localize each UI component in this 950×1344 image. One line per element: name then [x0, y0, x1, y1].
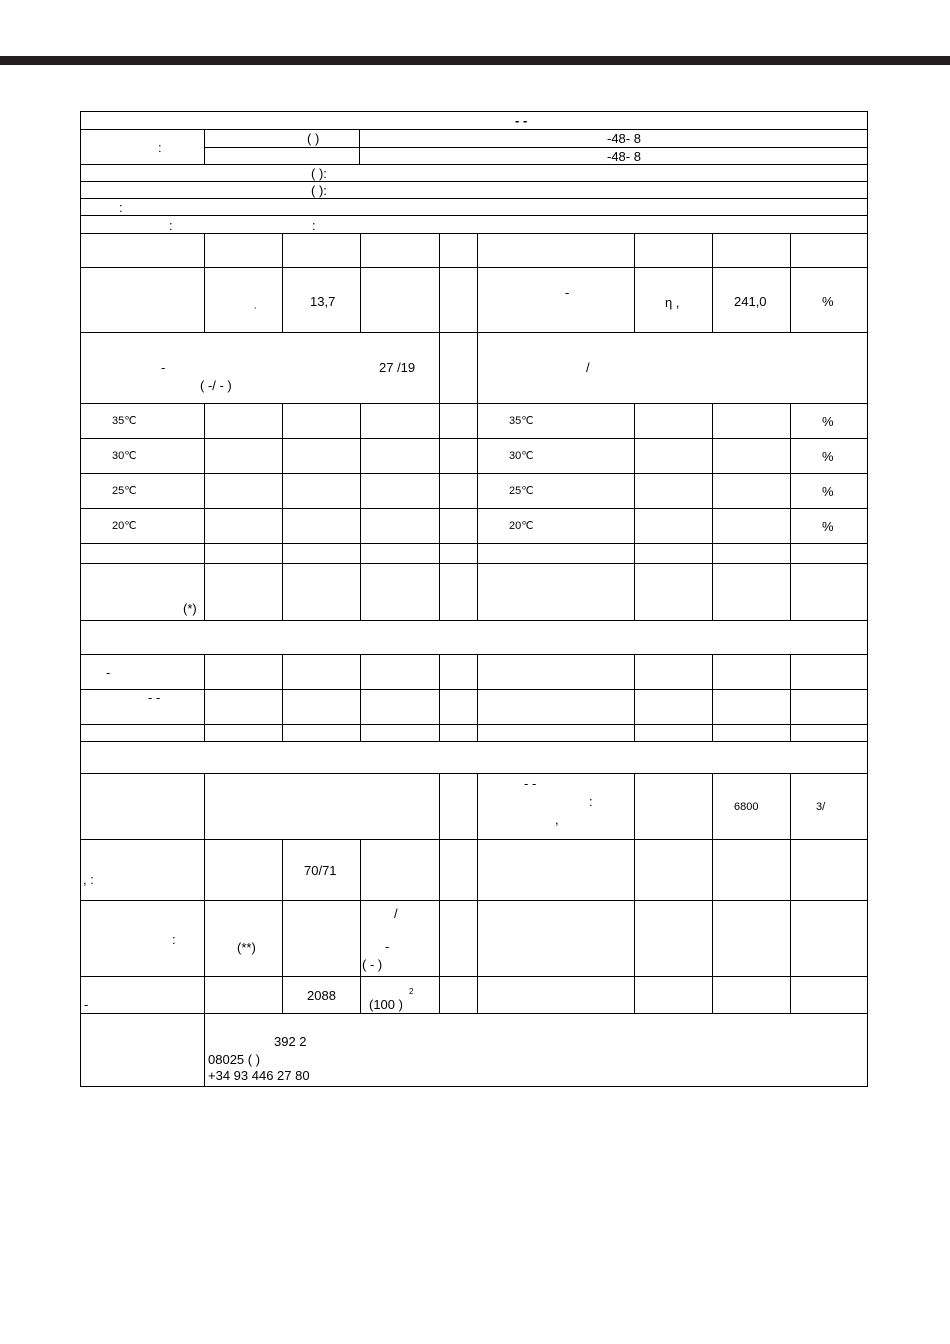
temp-row-4-c3 [282, 508, 361, 544]
sound-row-c4 [360, 839, 440, 901]
conditions-gap-cell [439, 332, 478, 404]
gwp-row-c2 [204, 976, 283, 1014]
star-row-c2 [204, 563, 283, 621]
refrigerant-row-c8 [712, 900, 791, 977]
dash-row-2-dashes: - - [148, 690, 161, 705]
row-4 [80, 181, 868, 199]
airflow-unit-cell [790, 773, 868, 840]
contact-address-line-2: 08025 ( ) [208, 1052, 261, 1067]
section-row-1 [80, 620, 868, 655]
thin-row-2-c1 [80, 724, 205, 742]
temp-row-2-c7 [634, 438, 713, 474]
contact-label-cell [80, 1013, 205, 1087]
thin-row-2-c2 [204, 724, 283, 742]
dash-row-2-c4 [360, 689, 440, 725]
row-4-text: ( ): [311, 183, 327, 198]
temp-row-1-c7 [634, 403, 713, 439]
model-indoor-label-cell [204, 129, 360, 148]
dash-row-2-c8 [712, 689, 791, 725]
temp-row-2-c5 [439, 438, 478, 474]
refrigerant-dash: - [385, 939, 390, 954]
row-5-colon: : [119, 200, 123, 215]
contact-address-line-1: 392 2 [274, 1034, 307, 1049]
airflow-row-c5 [439, 773, 478, 840]
dash-row-2-c1 [80, 689, 205, 725]
temp-row-2-c4 [360, 438, 440, 474]
thin-row-2-c7 [634, 724, 713, 742]
thin-row-1-c3 [282, 543, 361, 564]
gwp-unit: (100 ) [369, 997, 403, 1012]
temp-row-3-c8 [712, 473, 791, 509]
refrigerant-slash: / [394, 906, 398, 921]
airflow-label-cell [477, 773, 635, 840]
temp-row-1-right: 35℃ [509, 415, 534, 427]
temp-row-4-c2 [204, 508, 283, 544]
sound-row-c6 [477, 839, 635, 901]
product-information-table [81, 112, 869, 1088]
header-col-5 [439, 233, 478, 268]
temp-row-1-c4 [360, 403, 440, 439]
efficiency-symbol: η , [665, 295, 680, 310]
sound-row-c1 [80, 839, 205, 901]
star-row-c8 [712, 563, 791, 621]
dash-row-1-c7 [634, 654, 713, 690]
temp-row-1-c2 [204, 403, 283, 439]
temp-row-1-c8 [712, 403, 791, 439]
refrigerant-row-c2 [204, 900, 283, 977]
gwp-row-c9 [790, 976, 868, 1014]
temp-row-4-unit: % [822, 519, 834, 534]
sound-row-c9 [790, 839, 868, 901]
temp-row-2-c1 [80, 438, 205, 474]
dash-row-1-c6 [477, 654, 635, 690]
refrigerant-row-c9 [790, 900, 868, 977]
model-label-cell [80, 129, 205, 165]
conditions-dash: - [161, 360, 166, 375]
gwp-dash: - [84, 997, 89, 1012]
temp-row-1-left: 35℃ [112, 415, 137, 427]
temp-row-3-c6 [477, 473, 635, 509]
efficiency-unit: % [822, 294, 834, 309]
cooling-unit-cell [360, 267, 440, 333]
dash-row-1-c9 [790, 654, 868, 690]
star-row-c7 [634, 563, 713, 621]
refrigerant-paren: ( - ) [362, 957, 383, 972]
temp-row-2-c3 [282, 438, 361, 474]
header-col-8 [712, 233, 791, 268]
gwp-row-c1 [80, 976, 205, 1014]
dash-row-2-c6 [477, 689, 635, 725]
temp-row-4-c8 [712, 508, 791, 544]
header-col-7 [634, 233, 713, 268]
temp-row-1-c5 [439, 403, 478, 439]
airflow-row-c1 [80, 773, 205, 840]
row-5 [80, 198, 868, 216]
thin-row-2-c4 [360, 724, 440, 742]
row-6-colon-b: : [312, 218, 316, 233]
model-outdoor-value: -48- 8 [607, 149, 641, 164]
airflow-dashes: - - [524, 776, 537, 791]
airflow-colon: : [589, 794, 593, 809]
star-row-c3 [282, 563, 361, 621]
thin-row-2-c9 [790, 724, 868, 742]
temp-row-3-left: 25℃ [112, 485, 137, 497]
temp-row-2-c8 [712, 438, 791, 474]
cooling-value: 13,7 [310, 294, 336, 309]
gwp-row-c7 [634, 976, 713, 1014]
airflow-row-c2 [204, 773, 440, 840]
conditions-right-slash: / [586, 360, 590, 375]
temp-row-4-c1 [80, 508, 205, 544]
refrigerant-row-c3 [282, 900, 361, 977]
thin-row-2-c6 [477, 724, 635, 742]
dash-row-1-dash: - [106, 665, 111, 680]
temp-row-1-c6 [477, 403, 635, 439]
dash-row-2-c5 [439, 689, 478, 725]
thin-row-1-c5 [439, 543, 478, 564]
airflow-row-c7 [634, 773, 713, 840]
thin-row-1-c4 [360, 543, 440, 564]
header-col-9 [790, 233, 868, 268]
thin-row-1-c8 [712, 543, 791, 564]
model-indoor-value: -48- 8 [607, 131, 641, 146]
temp-row-3-c1 [80, 473, 205, 509]
temp-row-1-c3 [282, 403, 361, 439]
thin-row-1-c2 [204, 543, 283, 564]
row-3-text: ( ): [311, 166, 327, 181]
airflow-unit: 3/ [816, 801, 826, 813]
dash-row-1-c8 [712, 654, 791, 690]
conditions-right-cell [477, 332, 868, 404]
conditions-paren: ( -/ - ) [200, 378, 232, 393]
star-note: (*) [183, 601, 197, 616]
header-col-6 [477, 233, 635, 268]
temp-row-4-c4 [360, 508, 440, 544]
temp-row-2-c6 [477, 438, 635, 474]
gwp-row-c5 [439, 976, 478, 1014]
star-row-c9 [790, 563, 868, 621]
table-title: - - [515, 113, 528, 128]
star-row-c4 [360, 563, 440, 621]
dash-row-1-c4 [360, 654, 440, 690]
temp-row-3-right: 25℃ [509, 485, 534, 497]
model-label-colon: : [158, 140, 162, 155]
sound-label: , : [83, 872, 94, 887]
temp-row-2-c2 [204, 438, 283, 474]
refrigerant-row-c7 [634, 900, 713, 977]
temp-row-2-right: 30℃ [509, 450, 534, 462]
temp-row-2-left: 30℃ [112, 450, 137, 462]
gwp-value: 2088 [307, 988, 336, 1003]
section-row-2 [80, 741, 868, 774]
temp-row-3-c4 [360, 473, 440, 509]
temp-row-4-c6 [477, 508, 635, 544]
sound-value: 70/71 [304, 863, 337, 878]
temp-row-4-c7 [634, 508, 713, 544]
refrigerant-double-star: (**) [237, 940, 256, 955]
temp-row-2-unit: % [822, 449, 834, 464]
header-col-3 [282, 233, 361, 268]
model-indoor-paren: ( ) [307, 131, 320, 146]
temp-row-3-unit: % [822, 484, 834, 499]
contact-phone: +34 93 446 27 80 [208, 1068, 310, 1083]
dash-row-1-c2 [204, 654, 283, 690]
dash-row-1-c3 [282, 654, 361, 690]
temp-row-1-c1 [80, 403, 205, 439]
thin-row-2-c3 [282, 724, 361, 742]
gwp-superscript: 2 [409, 987, 414, 996]
star-row-c6 [477, 563, 635, 621]
efficiency-label-dash: - [565, 285, 570, 300]
sound-row-c2 [204, 839, 283, 901]
dash-row-2-c9 [790, 689, 868, 725]
efficiency-value: 241,0 [734, 294, 767, 309]
dash-row-2-c3 [282, 689, 361, 725]
dash-row-1-c1 [80, 654, 205, 690]
thin-row-1-c1 [80, 543, 205, 564]
thin-row-1-c6 [477, 543, 635, 564]
thin-row-2-c8 [712, 724, 791, 742]
airflow-comma: , [555, 812, 559, 827]
gwp-row-c6 [477, 976, 635, 1014]
thin-row-2-c5 [439, 724, 478, 742]
thin-row-1-c7 [634, 543, 713, 564]
dash-row-2-c2 [204, 689, 283, 725]
dash-row-2-c7 [634, 689, 713, 725]
temp-row-3-c5 [439, 473, 478, 509]
refrigerant-row-c1 [80, 900, 205, 977]
header-col-1 [80, 233, 205, 268]
table-title-cell [80, 111, 868, 130]
conditions-value: 27 /19 [379, 360, 416, 375]
cooling-gap-cell [439, 267, 478, 333]
thin-row-1-c9 [790, 543, 868, 564]
star-row-c5 [439, 563, 478, 621]
temp-row-4-left: 20℃ [112, 520, 137, 532]
cooling-label-cell [80, 267, 205, 333]
top-rule [0, 56, 950, 65]
temp-row-4-right: 20℃ [509, 520, 534, 532]
row-3 [80, 164, 868, 182]
refrigerant-colon: : [172, 932, 176, 947]
dash-row-1-c5 [439, 654, 478, 690]
header-col-4 [360, 233, 440, 268]
refrigerant-row-c5 [439, 900, 478, 977]
cooling-symbol-comma: , [254, 301, 257, 310]
cooling-symbol-cell [204, 267, 283, 333]
efficiency-label-cell [477, 267, 635, 333]
temp-row-4-c5 [439, 508, 478, 544]
sound-row-c7 [634, 839, 713, 901]
row-6-colon-a: : [169, 218, 173, 233]
airflow-value: 6800 [734, 801, 759, 813]
sound-row-c8 [712, 839, 791, 901]
temp-row-3-c7 [634, 473, 713, 509]
temp-row-3-c3 [282, 473, 361, 509]
temp-row-3-c2 [204, 473, 283, 509]
gwp-row-c8 [712, 976, 791, 1014]
header-col-2 [204, 233, 283, 268]
model-outdoor-label-cell [204, 147, 360, 165]
temp-row-1-unit: % [822, 414, 834, 429]
refrigerant-row-c6 [477, 900, 635, 977]
row-6 [80, 215, 868, 234]
sound-row-c5 [439, 839, 478, 901]
